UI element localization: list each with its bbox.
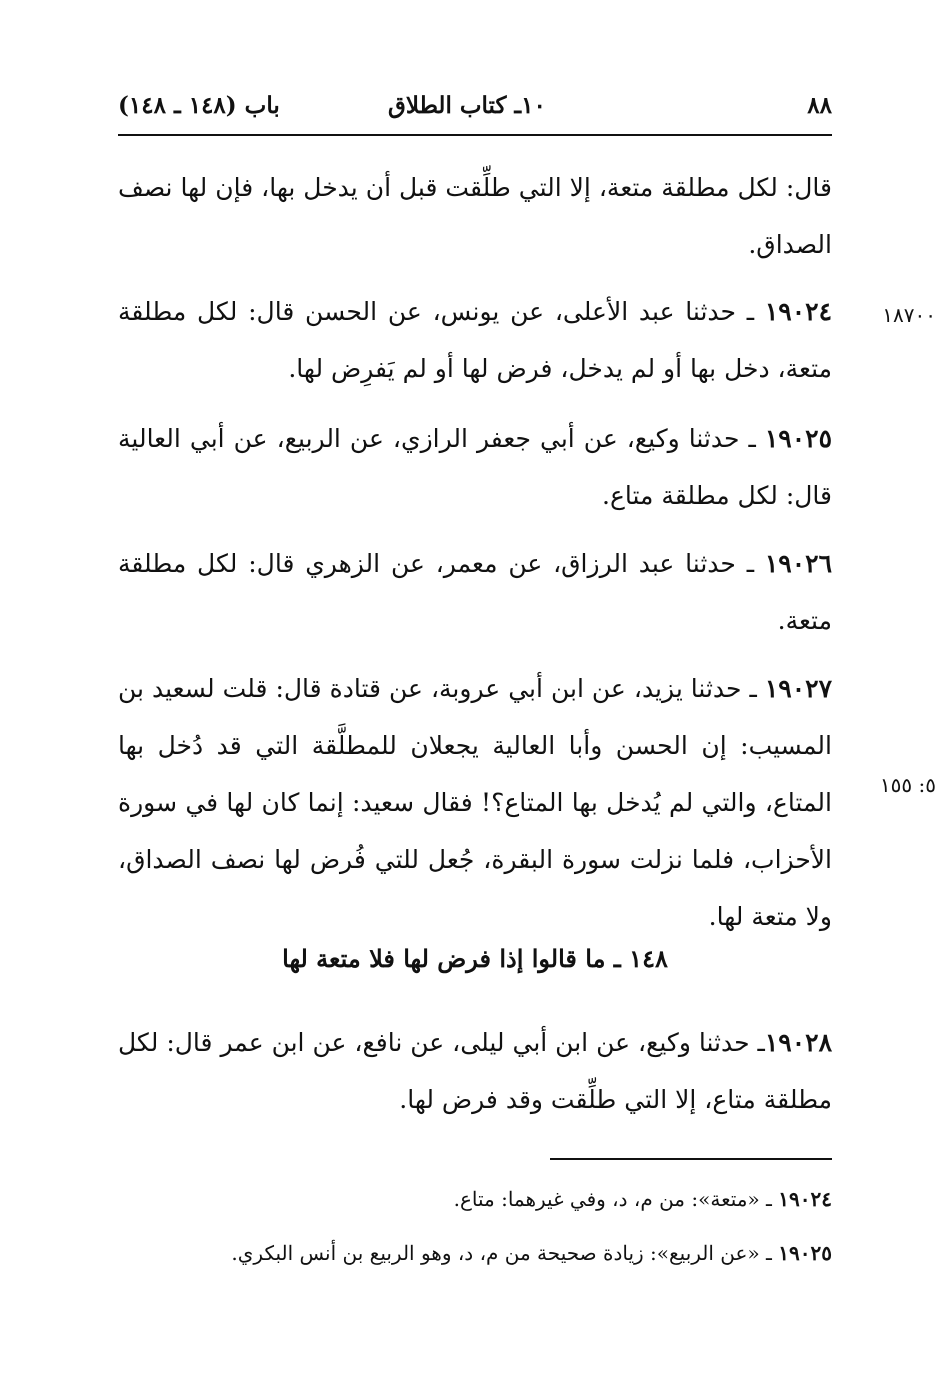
hadith-number: ١٩٠٢٨ xyxy=(764,1028,832,1057)
bab-range: باب (١٤٨ ـ ١٤٨) xyxy=(118,92,280,119)
hadith-number: ١٩٠٢٦ xyxy=(764,549,832,578)
hadith-number: ١٩٠٢٤ xyxy=(764,297,832,326)
footnote xyxy=(118,1238,832,1268)
margin-reference: ٥: ١٥٥ xyxy=(879,773,936,797)
hadith-text: ـ حدثنا وكيع، عن ابن أبي ليلى، عن نافع، عن ابن عمر قال: لكل مطلقة متاع، إلا التي طلِّقت وقد فرض لها. xyxy=(118,1028,832,1114)
footnote-rule xyxy=(550,1158,832,1160)
header-rule xyxy=(118,134,832,136)
continued-paragraph xyxy=(118,159,832,273)
footnote-text: ـ «عن الربيع»: زيادة صحيحة من م، د، وهو الربيع بن أنس البكري. xyxy=(231,1241,779,1265)
hadith-19027 xyxy=(118,660,832,945)
footnote-number: ١٩٠٢٤ xyxy=(778,1187,832,1211)
hadith-text: ـ حدثنا عبد الرزاق، عن معمر، عن الزهري قال: لكل مطلقة متعة. xyxy=(118,549,832,635)
hadith-number: ١٩٠٢٥ xyxy=(764,424,832,453)
hadith-19025 xyxy=(118,410,832,524)
running-header xyxy=(118,86,832,130)
hadith-text: ـ حدثنا عبد الأعلى، عن يونس، عن الحسن قال: لكل مطلقة متعة، دخل بها أو لم يدخل، فرض لها أو لم يَفرِض لها. xyxy=(118,297,832,383)
hadith-text: ـ حدثنا وكيع، عن أبي جعفر الرازي، عن الربيع، عن أبي العالية قال: لكل مطلقة متاع. xyxy=(118,424,832,510)
page-number: ٨٨ xyxy=(807,92,832,119)
hadith-19024 xyxy=(118,283,832,397)
footnote-text: ـ «متعة»: من م، د، وفي غيرهما: متاع. xyxy=(453,1187,779,1211)
chapter-title: ١٠ـ كتاب الطلاق xyxy=(388,92,546,119)
hadith-19028 xyxy=(118,1014,832,1128)
hadith-19026 xyxy=(118,535,832,649)
hadith-number: ١٩٠٢٧ xyxy=(764,674,832,703)
hadith-text: ـ حدثنا يزيد، عن ابن أبي عروبة، عن قتادة قال: قلت لسعيد بن المسيب: إن الحسن وأبا العالية يجعلان للمطلَّقة التي قد دُخل بها المتاع، والتي لم يُدخل بها المتاع؟! فقال سعيد: إنما كان لها في سورة الأحزاب، فلما نزلت سورة البقرة، جُعل للتي فُرض لها نصف الصداق، ولا متعة لها. xyxy=(118,674,832,931)
footnote-number: ١٩٠٢٥ xyxy=(778,1241,832,1265)
margin-reference: ١٨٧٠٠ xyxy=(882,303,936,327)
footnote xyxy=(118,1184,832,1214)
paragraph-text: قال: لكل مطلقة متعة، إلا التي طلِّقت قبل أن يدخل بها، فإن لها نصف الصداق. xyxy=(118,173,832,259)
section-heading: ١٤٨ ـ ما قالوا إذا فرض لها فلا متعة لها xyxy=(282,944,668,973)
